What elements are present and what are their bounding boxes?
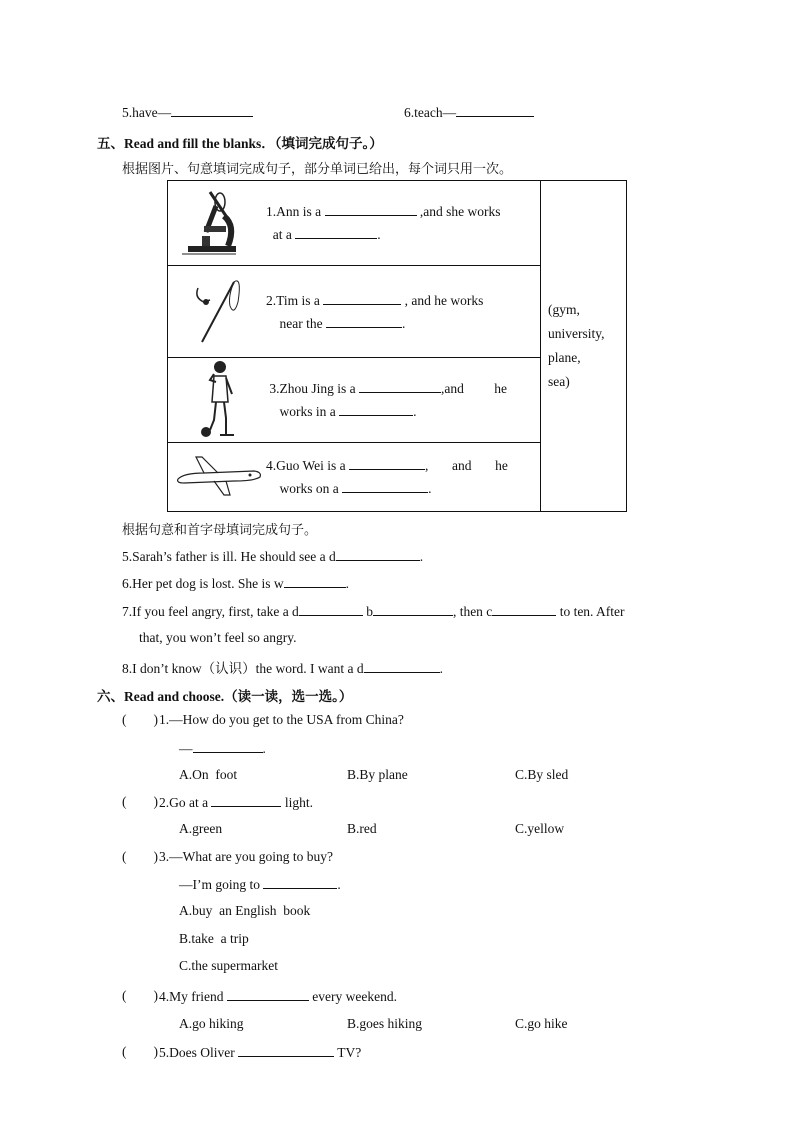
question-1: 1.—How do you get to the USA from China? — [159, 712, 404, 727]
answer-blank[interactable] — [263, 876, 337, 889]
option-a[interactable]: A.On foot — [179, 767, 238, 782]
question-3-answer-line: —I’m going to . — [179, 877, 341, 892]
airplane-icon — [174, 453, 264, 501]
answer-paren[interactable]: ( ) — [122, 849, 158, 864]
answer-blank[interactable] — [325, 203, 417, 216]
table-row: 2.Tim is a , and he works near the . — [168, 266, 541, 358]
answer-blank[interactable] — [323, 292, 401, 305]
answer-blank[interactable] — [349, 457, 425, 470]
answer-blank[interactable] — [284, 575, 346, 588]
answer-blank[interactable] — [364, 660, 440, 673]
microscope-icon — [174, 186, 250, 260]
answer-blank[interactable] — [299, 603, 363, 616]
word-bank-item: (gym, — [548, 302, 580, 317]
answer-blank[interactable] — [339, 403, 413, 416]
answer-paren[interactable]: ( ) — [122, 1044, 158, 1059]
table-row: 4.Guo Wei is a , and he works on a . — [168, 443, 541, 512]
answer-blank[interactable] — [359, 380, 441, 393]
table-row: 1.Ann is a ,and she works at a . — [168, 181, 541, 266]
answer-blank[interactable] — [171, 104, 253, 117]
answer-blank[interactable] — [211, 794, 281, 807]
section5-title: 五、Read and fill the blanks．（填词完成句子。） — [97, 136, 383, 152]
answer-paren[interactable]: ( ) — [122, 712, 158, 727]
section5-instruction2: 根据句意和首字母填词完成句子。 — [122, 523, 318, 538]
sentence-7: 7.If you feel angry, first, take a d b , then c to ten. After — [122, 604, 625, 619]
answer-blank[interactable] — [492, 603, 556, 616]
answer-blank[interactable] — [193, 740, 263, 753]
item-6-teach: 6.teach— — [404, 104, 534, 121]
word-bank-item: sea) — [548, 374, 570, 389]
table-row: 3.Zhou Jing is a ,and he works in a . — [168, 358, 541, 443]
option-a[interactable]: A.buy an English book — [179, 903, 311, 918]
answer-blank[interactable] — [238, 1044, 334, 1057]
sentence-6: 6.Her pet dog is lost. She is w . — [122, 576, 349, 591]
answer-blank[interactable] — [227, 988, 309, 1001]
option-a[interactable]: A.go hiking — [179, 1016, 244, 1031]
answer-blank[interactable] — [336, 548, 420, 561]
word-bank-item: plane, — [548, 350, 581, 365]
word-bank-cell — [541, 181, 627, 512]
option-b[interactable]: B.red — [347, 821, 377, 836]
question-1-answer-line: — . — [179, 741, 266, 756]
question-2: 2.Go at a light. — [159, 795, 313, 810]
section6-title: 六、Read and choose.（读一读，选一选。） — [97, 689, 353, 705]
word-bank-item: university, — [548, 326, 605, 341]
question-5: 5.Does Oliver TV? — [159, 1045, 362, 1060]
answer-blank[interactable] — [342, 480, 428, 493]
answer-blank[interactable] — [295, 226, 377, 239]
answer-blank[interactable] — [456, 104, 534, 117]
answer-paren[interactable]: ( ) — [122, 988, 158, 1003]
answer-blank[interactable] — [326, 315, 402, 328]
answer-blank[interactable] — [373, 603, 453, 616]
option-b[interactable]: B.take a trip — [179, 931, 249, 946]
sentence-7-cont: that, you won’t feel so angry. — [139, 630, 297, 645]
option-b[interactable]: B.goes hiking — [347, 1016, 423, 1031]
option-b[interactable]: B.By plane — [347, 767, 408, 782]
option-c[interactable]: C.By sled — [515, 767, 569, 782]
option-c[interactable]: C.the supermarket — [179, 958, 278, 973]
fishing-rod-icon — [174, 272, 250, 352]
answer-paren[interactable]: ( ) — [122, 794, 158, 809]
coach-whistle-icon — [174, 358, 250, 442]
item-5-have: 5.have— — [122, 104, 253, 121]
sentence-8: 8.I don’t know（认识）the word. I want a d . — [122, 661, 443, 676]
sentence-5: 5.Sarah’s father is ill. He should see a d . — [122, 549, 424, 564]
question-3: 3.—What are you going to buy? — [159, 849, 333, 864]
picture-table — [167, 180, 627, 512]
option-a[interactable]: A.green — [179, 821, 223, 836]
question-4: 4.My friend every weekend. — [159, 989, 397, 1004]
option-c[interactable]: C.yellow — [515, 821, 565, 836]
section5-instruction: 根据图片、句意填词完成句子，部分单词已给出，每个词只用一次。 — [122, 162, 513, 177]
option-c[interactable]: C.go hike — [515, 1016, 568, 1031]
